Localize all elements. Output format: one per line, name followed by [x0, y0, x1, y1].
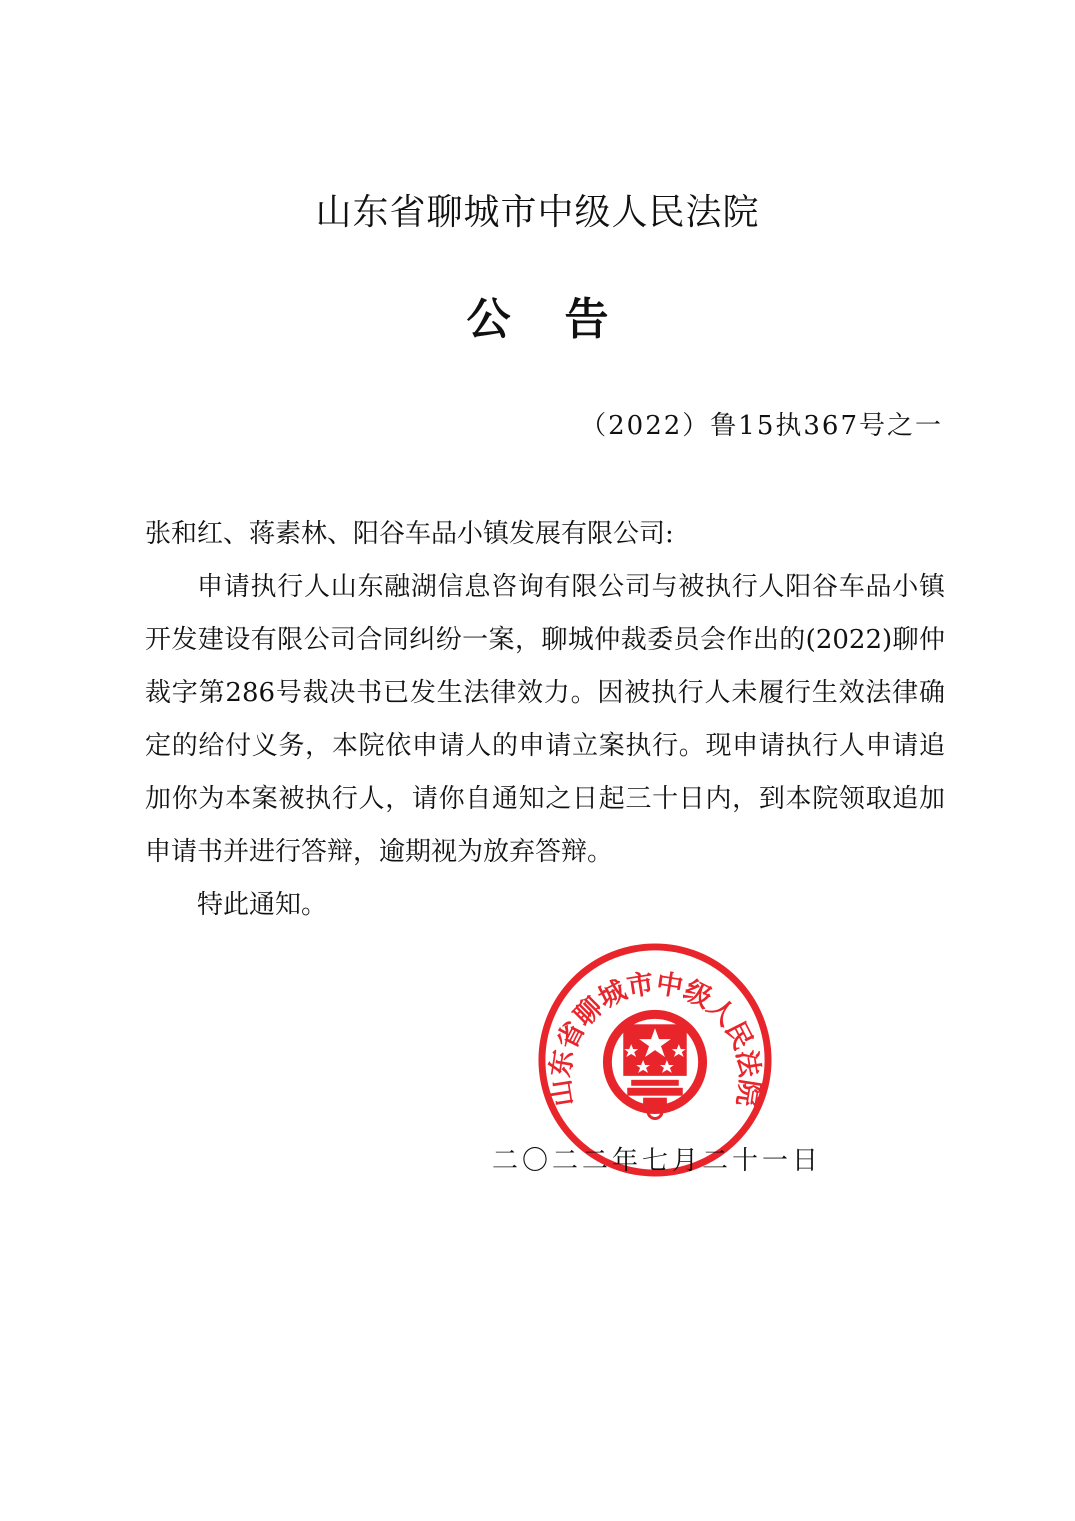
notice-paragraph: 申请执行人山东融湖信息咨询有限公司与被执行人阳谷车品小镇开发建设有限公司合同纠纷一案，聊城仲裁委员会作出的(2022)聊仲裁字第286号裁决书已发生法律效力。因被执行人未履行生效法律确定的给付义务，本院依申请人的申请立案执行。现申请执行人申请追加你为本案被执行人，请你自通知之日起三十日内，到本院领取追加申请书并进行答辩，逾期视为放弃答辩。	[145, 572, 945, 867]
case-number: （2022）鲁15执367号之一	[580, 411, 943, 441]
document-title: 公告	[466, 294, 663, 345]
addressee: 张和红、蒋素林、阳谷车品小镇发展有限公司:	[145, 519, 674, 549]
court-seal	[536, 941, 774, 1179]
notice-body	[145, 508, 945, 932]
court-name: 山东省聊城市中级人民法院	[315, 192, 760, 233]
national-emblem-icon	[607, 1014, 702, 1118]
issue-date: 二〇二二年七月二十一日	[492, 1146, 823, 1176]
closing-paragraph: 特此通知。	[197, 890, 328, 920]
seal-text: 山东省聊城市中级人民法院	[544, 968, 766, 1109]
